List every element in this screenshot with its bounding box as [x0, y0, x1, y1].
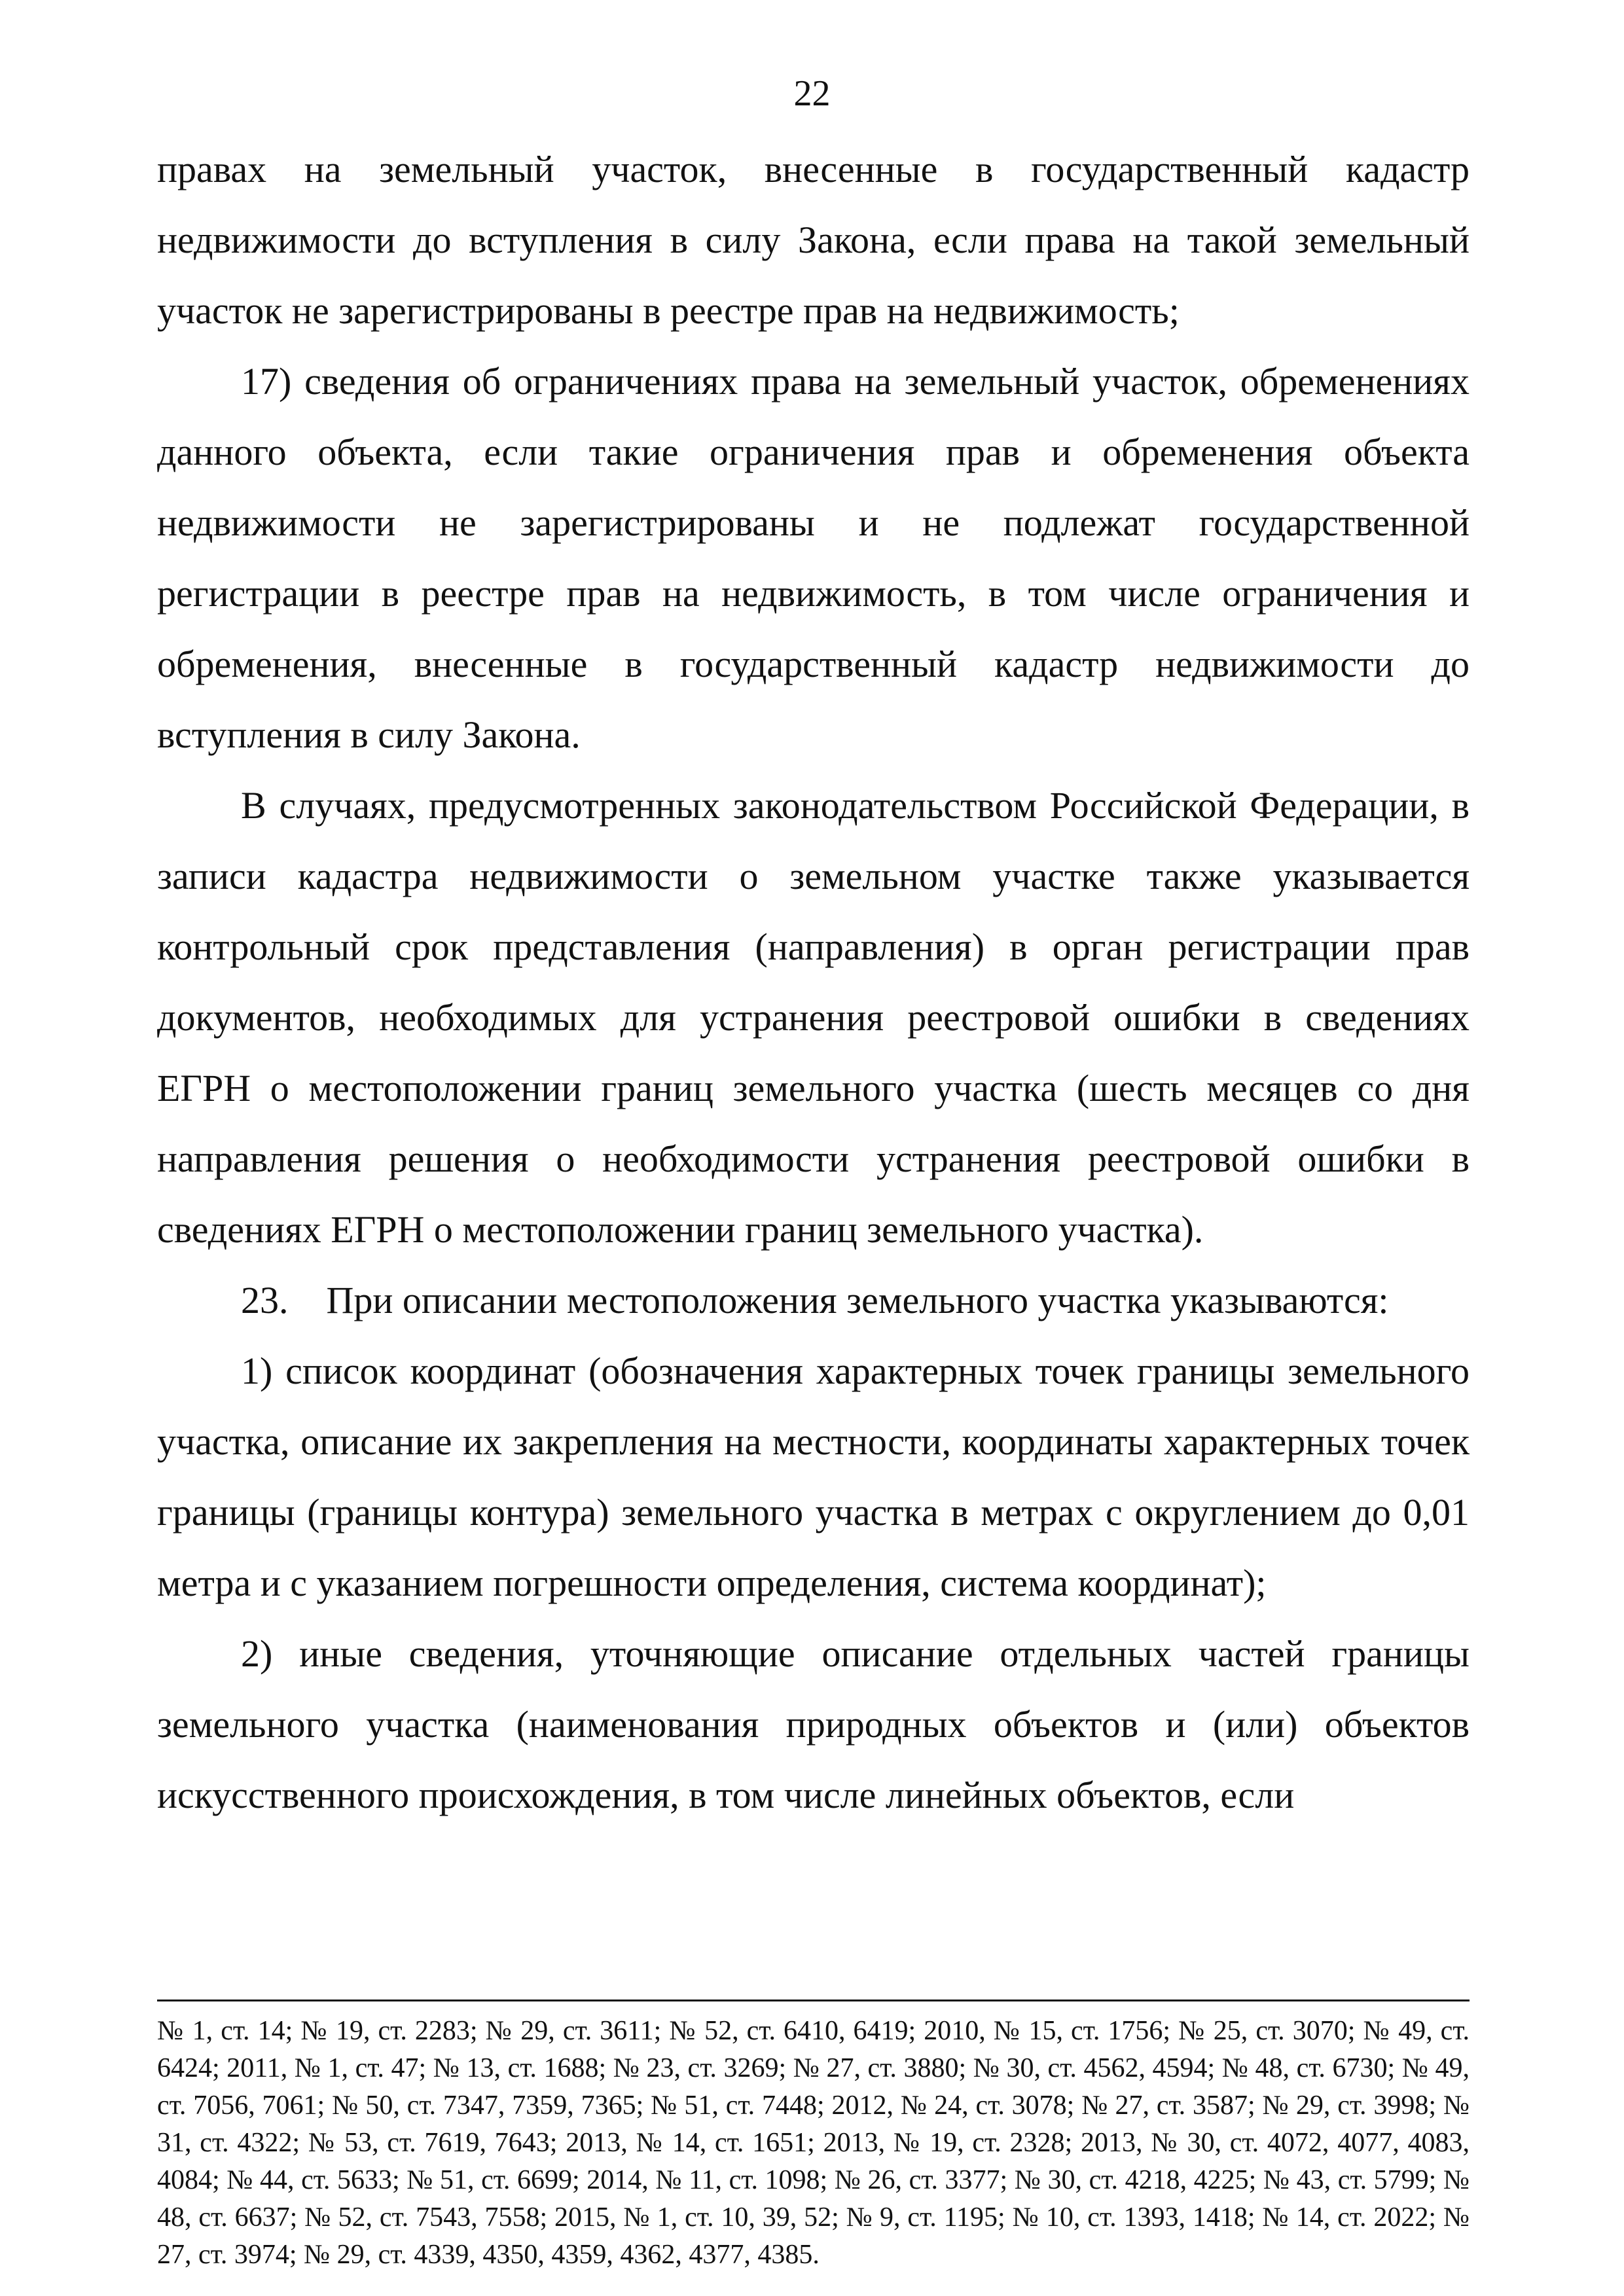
- footnote-text: № 1, ст. 14; № 19, ст. 2283; № 29, ст. 3611; № 52, ст. 6410, 6419; 2010, № 15, ст. 1756; № 25, ст. 3070; № 49, ст. 6424; 2011, № 1, ст. 47; № 13, ст. 1688; № 23, ст. 3269; № 27, ст. 3880; № 30, ст. 4562, 4594; № 48, ст. 6730; № 49, ст. 7056, 7061; № 50, ст. 7347, 7359, 7365; № 51, ст. 7448; 2012, № 24, ст. 3078; № 27, ст. 3587; № 29, ст. 3998; № 31, ст. 4322; № 53, ст. 7619, 7643; 2013, № 14, ст. 1651; 2013, № 19, ст. 2328; 2013, № 30, ст. 4072, 4077, 4083, 4084; № 44, ст. 5633; № 51, ст. 6699; 2014, № 11, ст. 1098; № 26, ст. 3377; № 30, ст. 4218, 4225; № 43, ст. 5799; № 48, ст. 6637; № 52, ст. 7543, 7558; 2015, № 1, ст. 10, 39, 52; № 9, ст. 1195; № 10, ст. 1393, 1418; № 14, ст. 2022; № 27, ст. 3974; № 29, ст. 4339, 4350, 4359, 4362, 4377, 4385.: [157, 2016, 1470, 2270]
- paragraph-control-term: В случаях, предусмотренных законодательством Российской Федерации, в записи кадастра недвижимости о земельном участке также указывается контрольный срок представления (направления) в орган регистрации прав документов, необходимых для устранения реестровой ошибки в сведениях ЕГРН о местоположении границ земельного участка (шесть месяцев со дня направления решения о необходимости устранения реестровой ошибки в сведениях ЕГРН о местоположении границ земельного участка).: [157, 784, 1470, 1251]
- footnote-divider: [157, 2000, 1470, 2001]
- document-body: [157, 134, 1470, 1831]
- paragraph-item-17: 17) сведения об ограничениях права на земельный участок, обременениях данного объекта, если такие ограничения прав и обременения объекта недвижимости не зарегистрированы и не подлежат государственной регистрации в реестре прав на недвижимость, в том числе ограничения и обременения, внесенные в государственный кадастр недвижимости до вступления в силу Закона.: [157, 360, 1470, 756]
- paragraph-continuation: правах на земельный участок, внесенные в государственный кадастр недвижимости до вступления в силу Закона, если права на такой земельный участок не зарегистрированы в реестре прав на недвижимость;: [157, 148, 1470, 332]
- page-number: 22: [793, 73, 831, 114]
- paragraph-item-2: 2) иные сведения, уточняющие описание отдельных частей границы земельного участка (наименования природных объектов и (или) объектов искусственного происхождения, в том числе линейных объектов, если: [157, 1632, 1470, 1816]
- paragraph-item-1: 1) список координат (обозначения характерных точек границы земельного участка, описание их закрепления на местности, координаты характерных точек границы (границы контура) земельного участка в метрах с округлением до 0,01 метра и с указанием погрешности определения, система координат);: [157, 1350, 1470, 1604]
- paragraph-section-23: 23. При описании местоположения земельного участка указываются:: [241, 1279, 1389, 1321]
